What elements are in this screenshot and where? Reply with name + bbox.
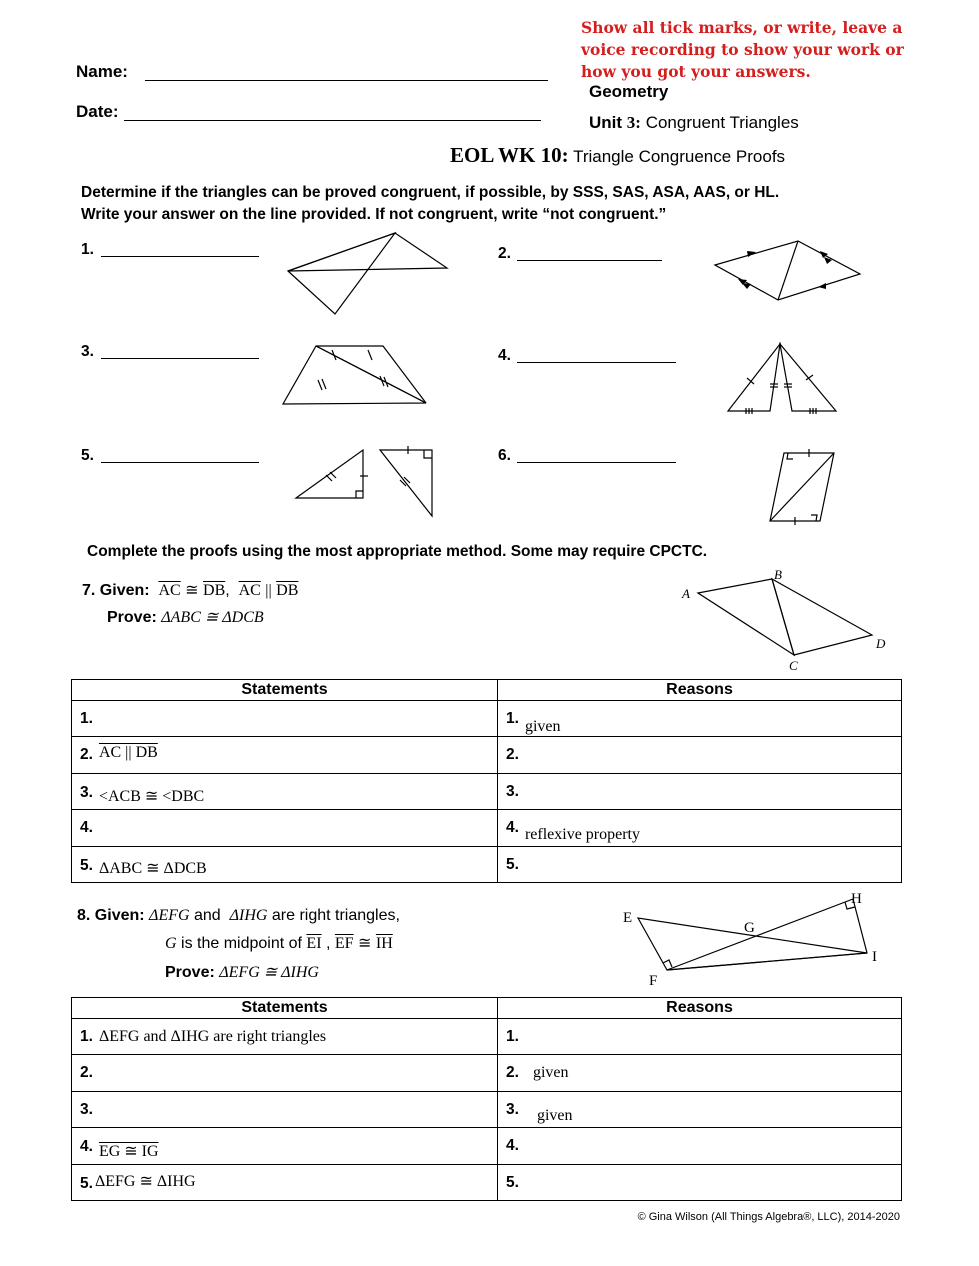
instruction-line-1: Determine if the triangles can be proved congruent, if possible, by SSS, SAS, ASA, AAS, or HL. [81, 184, 780, 201]
question-6-answer-line[interactable] [517, 462, 676, 463]
statement-text: AC || DB [98, 744, 158, 761]
statement-cell[interactable] [72, 774, 498, 810]
given-segment-ac-2: $\overline{AC}$ [238, 582, 261, 599]
reasons-header: Reasons [498, 680, 902, 701]
congruent-symbol: ≅ [358, 935, 372, 952]
question-6-number: 6. [498, 447, 511, 464]
question-3-number: 3. [81, 343, 94, 360]
proof-8-number: 8. [77, 907, 91, 924]
row-number: 3. [80, 1100, 93, 1118]
point-g-label: G [744, 920, 755, 936]
midpoint-g: G [165, 935, 177, 952]
proof-7-given [82, 580, 298, 600]
proof-8-prove-label: Prove: [165, 964, 215, 981]
statement-text: <ACB ≅ <DBC [98, 787, 205, 805]
statement-cell[interactable] [72, 701, 498, 737]
worksheet-title [450, 143, 785, 168]
statement-cell[interactable] [72, 1092, 498, 1128]
question-4-answer-line[interactable] [517, 362, 676, 363]
midpoint-text: is the midpoint of [181, 935, 302, 952]
reason-cell[interactable] [498, 1092, 902, 1128]
row-number: 5. [80, 856, 93, 874]
question-5-answer-line[interactable] [101, 462, 259, 463]
given-triangle-efg: ΔEFG [149, 907, 190, 924]
question-3-answer-line[interactable] [101, 358, 259, 359]
segment-ih: $\overline{IH}$ [375, 935, 393, 952]
unit-label: Unit [589, 113, 623, 132]
segment-ei: $\overline{EI}$ [306, 935, 322, 952]
proof-8-prove [165, 962, 319, 982]
reason-text: reflexive property [524, 826, 640, 843]
table-row [72, 1165, 902, 1201]
reason-cell[interactable] [498, 1165, 902, 1201]
statement-text: EG ≅ IG [98, 1143, 159, 1160]
table-row [72, 1019, 902, 1055]
table-row [72, 1055, 902, 1092]
point-c-label: C [789, 658, 798, 673]
given-right-triangles: are right triangles, [271, 907, 400, 924]
row-number: 3. [506, 1100, 519, 1118]
point-b-label: B [774, 567, 782, 582]
given-and: and [194, 907, 221, 924]
table-row [72, 737, 902, 774]
statements-header: Statements [72, 998, 498, 1019]
statement-text: ΔEFG and ΔIHG are right triangles [98, 1027, 327, 1045]
question-2-number: 2. [498, 245, 511, 262]
table-row [72, 774, 902, 810]
reason-text: given [532, 1064, 569, 1081]
row-number: 1. [506, 1027, 519, 1045]
table-row [72, 1092, 902, 1128]
given-comma: , [325, 935, 331, 952]
given-triangle-ihg: ΔIHG [229, 907, 268, 924]
proof-8-given-line-2 [165, 933, 393, 953]
proof-7-prove [107, 607, 264, 627]
statement-cell[interactable] [72, 810, 498, 847]
reason-cell[interactable] [498, 810, 902, 847]
proof-8-given [77, 907, 400, 925]
proof-7-prove-label: Prove: [107, 609, 157, 626]
row-number: 2. [506, 746, 519, 763]
table-row [72, 847, 902, 883]
worksheet-name: Triangle Congruence Proofs [573, 147, 786, 166]
reasons-header: Reasons [498, 998, 902, 1019]
question-5-number: 5. [81, 447, 94, 464]
section-2-instructions: Complete the proofs using the most appropriate method. Some may require CPCTC. [87, 543, 708, 560]
statement-text: ΔABC ≅ ΔDCB [98, 859, 207, 877]
reason-cell[interactable] [498, 1019, 902, 1055]
row-number: 5. [506, 1173, 519, 1191]
statement-cell[interactable] [72, 1165, 498, 1201]
reason-cell[interactable] [498, 847, 902, 883]
proof-7-header-row [72, 680, 902, 701]
instruction-line-2: Write your answer on the line provided. If not congruent, write “not congruent.” [81, 206, 667, 223]
point-i-label: I [872, 949, 877, 965]
proof-8-given-label: Given: [94, 907, 145, 924]
row-number: 2. [80, 1064, 93, 1081]
given-comma: , [225, 582, 230, 599]
proof-7-prove-statement: ΔABC ≅ ΔDCB [161, 609, 264, 626]
reason-text: given [524, 717, 561, 735]
statement-cell[interactable] [72, 737, 498, 774]
given-segment-ac: $\overline{AC}$ [158, 582, 181, 599]
row-number: 4. [506, 819, 519, 836]
figure-4 [722, 338, 842, 416]
row-number: 4. [80, 1138, 93, 1155]
reason-cell[interactable] [498, 701, 902, 737]
row-number: 1. [506, 709, 519, 727]
point-e-label: E [623, 910, 633, 926]
proof-8-figure [615, 885, 890, 990]
row-number: 1. [80, 709, 93, 727]
proof-8-prove-statement: ΔEFG ≅ ΔIHG [219, 964, 319, 981]
figure-5 [290, 440, 440, 522]
proof-7-given-label: Given: [99, 582, 150, 599]
figure-3 [278, 338, 433, 410]
table-row [72, 810, 902, 847]
instruction-note: Show all tick marks, or write, leave a voice recording to show your work or how you got your answers. [581, 18, 904, 81]
reason-cell[interactable] [498, 1055, 902, 1092]
parallel-symbol: || [265, 582, 272, 599]
figure-1 [280, 228, 455, 320]
proof-8-header-row [72, 998, 902, 1019]
proof-7-number: 7. [82, 582, 96, 599]
question-1-number: 1. [81, 241, 94, 258]
row-number: 1. [80, 1027, 93, 1045]
date-label: Date: [76, 102, 119, 121]
table-row [72, 1128, 902, 1165]
statements-header: Statements [72, 680, 498, 701]
name-field[interactable] [145, 80, 548, 81]
row-number: 5. [506, 855, 519, 873]
reason-text: given [536, 1106, 573, 1124]
given-segment-db-2: $\overline{DB}$ [276, 582, 299, 599]
point-d-label: D [876, 636, 886, 651]
proof-7-table [71, 679, 902, 883]
row-number: 3. [80, 783, 93, 801]
question-1-answer-line[interactable] [101, 256, 259, 257]
statement-cell[interactable] [72, 1055, 498, 1092]
row-number: 5. [80, 1174, 93, 1192]
date-field[interactable] [124, 120, 541, 121]
question-2-answer-line[interactable] [517, 260, 662, 261]
unit-name: Congruent Triangles [645, 113, 799, 132]
figure-2 [708, 235, 868, 307]
point-f-label: F [649, 973, 658, 989]
instructions [81, 182, 779, 226]
figure-6 [768, 445, 838, 530]
row-number: 4. [80, 819, 93, 836]
row-number: 3. [506, 782, 519, 800]
row-number: 2. [506, 1064, 519, 1081]
statement-cell[interactable] [72, 847, 498, 883]
course-title: Geometry [589, 82, 669, 101]
proof-7-figure [676, 566, 891, 678]
row-number: 2. [80, 746, 93, 763]
table-row [72, 701, 902, 737]
statement-cell[interactable] [72, 1128, 498, 1165]
unit-title [589, 113, 799, 133]
reason-cell[interactable] [498, 737, 902, 774]
given-segment-db: $\overline{DB}$ [203, 582, 226, 599]
question-4-number: 4. [498, 347, 511, 364]
name-label: Name: [76, 62, 128, 81]
proof-8-table [71, 997, 902, 1201]
copyright-footer: © Gina Wilson (All Things Algebra®, LLC), 2014-2020 [637, 1211, 900, 1223]
reason-cell[interactable] [498, 1128, 902, 1165]
unit-number: 3: [626, 113, 641, 132]
segment-ef: $\overline{EF}$ [334, 935, 354, 952]
row-number: 4. [506, 1137, 519, 1154]
reason-cell[interactable] [498, 774, 902, 810]
statement-text: ΔEFG ≅ ΔIHG [94, 1172, 196, 1190]
worksheet-number: EOL WK 10: [450, 143, 569, 167]
point-a-label: A [682, 586, 690, 601]
statement-cell[interactable] [72, 1019, 498, 1055]
point-h-label: H [851, 891, 862, 907]
congruent-symbol: ≅ [185, 582, 199, 599]
